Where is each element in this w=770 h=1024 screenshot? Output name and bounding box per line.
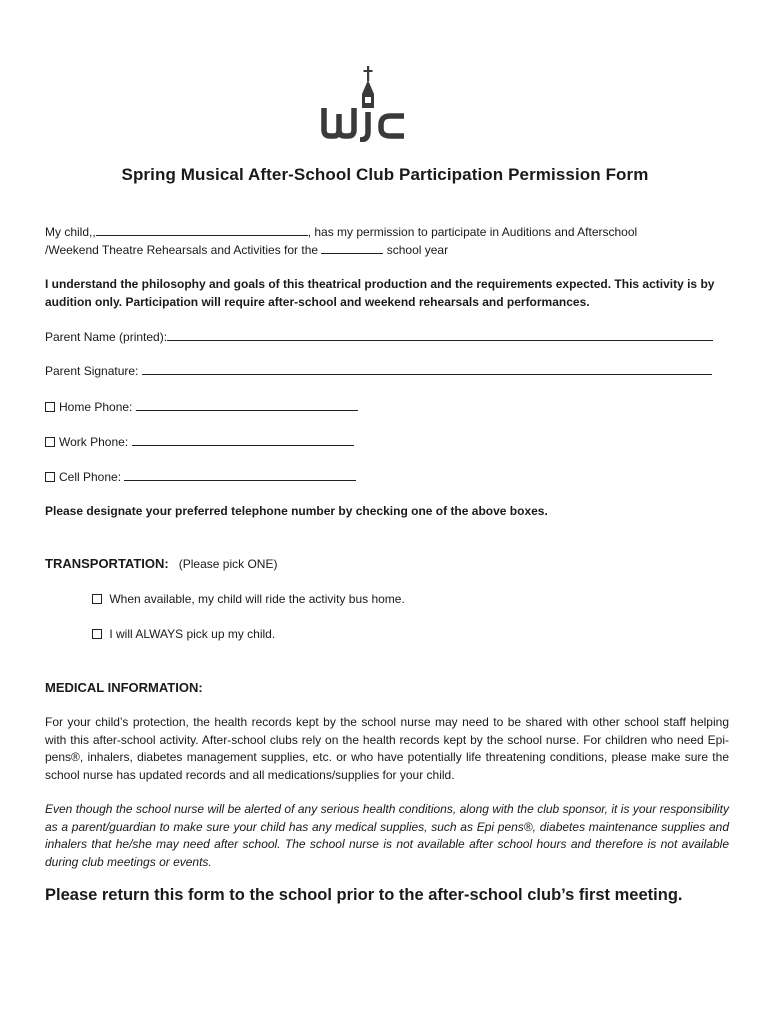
cell-phone-label: Cell Phone: <box>59 470 122 484</box>
work-phone-row <box>45 433 354 452</box>
bus-option-label: When available, my child will ride the activity bus home. <box>109 592 405 606</box>
transport-option-bus[interactable] <box>92 591 405 609</box>
transportation-row <box>45 555 277 574</box>
transportation-instruction: (Please pick ONE) <box>178 557 278 571</box>
parent-signature-label: Parent Signature: <box>45 364 139 378</box>
intro-line-2 <box>45 241 448 260</box>
work-phone-checkbox[interactable] <box>45 437 55 447</box>
parent-signature-row <box>45 362 712 381</box>
cell-phone-field[interactable] <box>124 468 356 481</box>
bus-checkbox[interactable] <box>92 594 102 604</box>
school-year-blank[interactable] <box>321 241 383 254</box>
home-phone-row <box>45 398 358 417</box>
parent-name-field[interactable] <box>167 328 713 341</box>
medical-italic-paragraph: Even though the school nurse will be alerted of any serious health conditions, along with the club sponsor, it is your responsibility as a parent/guardian to make sure your child has any medical supplies, such as Epi pens®, diabetes maintenance supplies and inhalers that he/she may need after school. The school nurse is not available after school hours and therefore is not available during club meetings or events. <box>45 802 729 869</box>
parent-name-label: Parent Name (printed): <box>45 330 168 344</box>
church-steeple-logo-icon <box>318 64 410 142</box>
cell-phone-row <box>45 468 356 487</box>
child-name-blank[interactable] <box>96 223 308 236</box>
medical-paragraph: For your child’s protection, the health records kept by the school nurse may need to be shared with other school staff helping with this after-school activity. After-school clubs rely on the health records kept by the school nurse. For children who need Epi-pens®, inhalers, diabetes management supplies, etc. or who have potentially life threatening conditions, please make sure the school nurse has updated records and all medications/supplies for your child. <box>45 715 729 782</box>
work-phone-label: Work Phone: <box>59 435 129 449</box>
intro-line2-suffix: school year <box>386 243 449 257</box>
transport-option-pickup[interactable] <box>92 626 275 644</box>
parent-signature-field[interactable] <box>142 362 712 375</box>
cell-phone-checkbox[interactable] <box>45 472 55 482</box>
intro-line-1 <box>45 223 637 242</box>
designate-note: Please designate your preferred telephone number by checking one of the above boxes. <box>45 504 548 518</box>
pickup-option-label: I will ALWAYS pick up my child. <box>109 627 276 641</box>
closing-instruction: Please return this form to the school prior to the after-school club’s first meeting. <box>45 886 683 904</box>
parent-name-row <box>45 328 713 347</box>
home-phone-checkbox[interactable] <box>45 402 55 412</box>
intro-line2-prefix: /Weekend Theatre Rehearsals and Activities for the <box>45 243 319 257</box>
philosophy-statement: I understand the philosophy and goals of this theatrical production and the requirements expected. This activity is by audition only. Participation will require after-school and weekend rehearsals and performances. <box>45 277 715 309</box>
intro-suffix: , has my permission to participate in Auditions and Afterschool <box>307 225 638 239</box>
intro-prefix: My child,, <box>45 225 96 239</box>
transportation-heading: TRANSPORTATION: <box>45 556 169 571</box>
medical-heading: MEDICAL INFORMATION: <box>45 680 203 695</box>
home-phone-field[interactable] <box>136 398 358 411</box>
form-title: Spring Musical After-School Club Participation Permission Form <box>121 165 649 184</box>
work-phone-field[interactable] <box>132 433 354 446</box>
pickup-checkbox[interactable] <box>92 629 102 639</box>
home-phone-label: Home Phone: <box>59 400 133 414</box>
